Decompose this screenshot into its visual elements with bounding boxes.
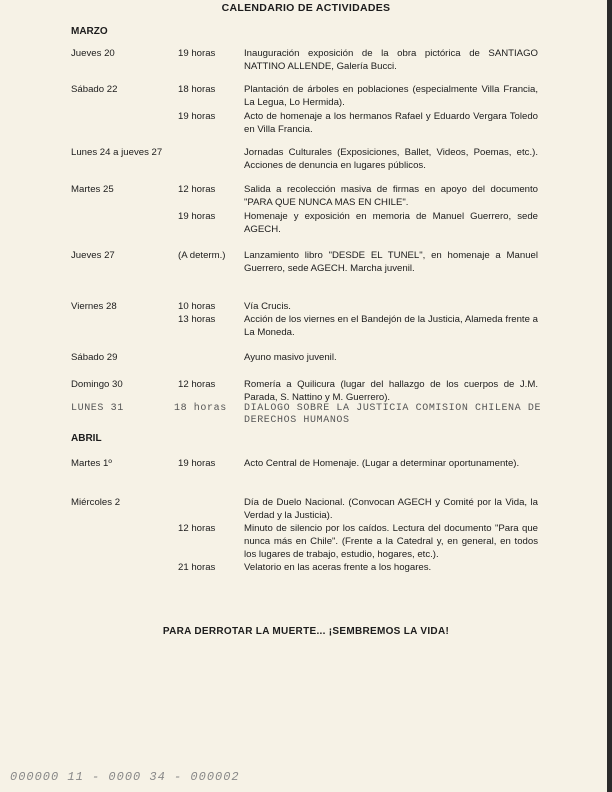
entry-description: Lanzamiento libro "DESDE EL TUNEL", en homenaje a Manuel Guerrero, sede AGECH. Marcha juvenil. (244, 250, 538, 274)
entry-time: 18 horas (178, 84, 216, 95)
entry-description: Vía Crucis. (244, 301, 291, 312)
entry-time: 19 horas (178, 111, 216, 122)
archive-code: 000000 11 - 0000 34 - 000002 (10, 770, 240, 784)
month-heading-marzo: MARZO (71, 26, 108, 37)
entry-day: Viernes 28 (71, 301, 117, 312)
entry-description: Romería a Quilicura (lugar del hallazgo de los cuerpos de J.M. Parada, S. Nattino y M. Guerrero). (244, 379, 538, 403)
entry-day: Sábado 22 (71, 84, 118, 95)
entry-time: 19 horas (178, 458, 216, 469)
scan-edge (607, 0, 612, 792)
entry-time: 18 horas (174, 403, 227, 414)
month-heading-abril: ABRIL (71, 433, 102, 444)
document-title: CALENDARIO DE ACTIVIDADES (221, 2, 391, 14)
entry-day: Martes 25 (71, 184, 114, 195)
entry-day: Sábado 29 (71, 352, 118, 363)
entry-time: 12 horas (178, 523, 216, 534)
entry-description: Velatorio en las aceras frente a los hogares. (244, 562, 432, 573)
entry-day: Jueves 20 (71, 48, 115, 59)
entry-time: 10 horas (178, 301, 216, 312)
entry-time: 19 horas (178, 48, 216, 59)
entry-description: Salida a recolección masiva de firmas en apoyo del documento "PARA QUE NUNCA MAS EN CHILE". (244, 184, 538, 208)
entry-time: 13 horas (178, 314, 216, 325)
entry-description: DIALOGO SOBRE LA JUSTICIA COMISION CHILENA DE DERECHOS HUMANOS (244, 403, 542, 426)
closing-slogan: PARA DERROTAR LA MUERTE... ¡SEMBREMOS LA VIDA! (162, 626, 450, 637)
entry-description: Minuto de silencio por los caídos. Lectura del documento "Para que nunca más en Chile". (Frente a la Catedral y, en general, en todos los lugares de trabajo, estudio, hogares, etc.). (244, 523, 538, 560)
entry-description: Acto Central de Homenaje. (Lugar a determinar oportunamente). (244, 458, 520, 469)
entry-description: Ayuno masivo juvenil. (244, 352, 337, 363)
entry-day: Domingo 30 (71, 379, 123, 390)
entry-description: Acto de homenaje a los hermanos Rafael y Eduardo Vergara Toledo en Villa Francia. (244, 111, 538, 135)
entry-time: 19 horas (178, 211, 216, 222)
entry-description: Inauguración exposición de la obra pictórica de SANTIAGO NATTINO ALLENDE, Galería Bucci. (244, 48, 538, 72)
entry-description: Día de Duelo Nacional. (Convocan AGECH y Comité por la Vida, la Verdad y la Justicia). (244, 497, 538, 521)
entry-description: Jornadas Culturales (Exposiciones, Ballet, Videos, Poemas, etc.). Acciones de denuncia en lugares públicos. (244, 147, 538, 171)
entry-time: 12 horas (178, 184, 216, 195)
entry-day: LUNES 31 (71, 403, 124, 414)
entry-description: Plantación de árboles en poblaciones (especialmente Villa Francia, La Legua, Lo Hermida). (244, 84, 538, 108)
entry-time: 12 horas (178, 379, 216, 390)
entry-time: (A determ.) (178, 250, 226, 261)
entry-day: Miércoles 2 (71, 497, 121, 508)
entry-day: Martes 1º (71, 458, 112, 469)
entry-day: Jueves 27 (71, 250, 115, 261)
entry-time: 21 horas (178, 562, 216, 573)
entry-day: Lunes 24 a jueves 27 (71, 147, 163, 158)
entry-description: Acción de los viernes en el Bandejón de la Justicia, Alameda frente a La Moneda. (244, 314, 538, 338)
entry-description: Homenaje y exposición en memoria de Manuel Guerrero, sede AGECH. (244, 211, 538, 235)
